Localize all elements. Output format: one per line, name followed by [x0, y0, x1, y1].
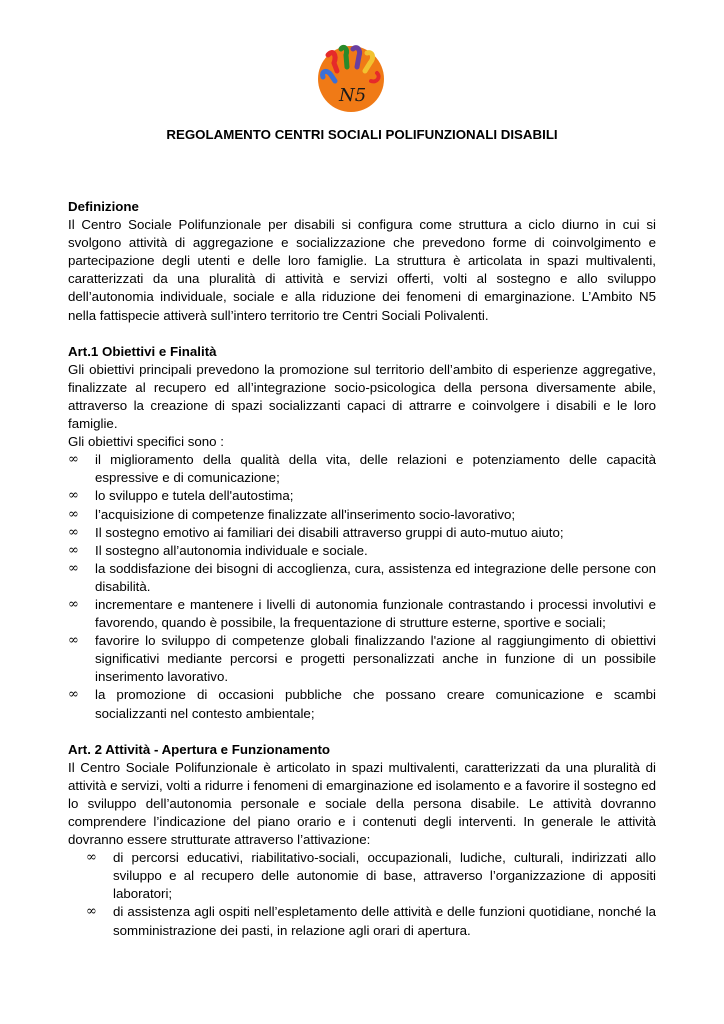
section-heading: Art.1 Obiettivi e Finalità [68, 343, 217, 359]
infinity-bullet-icon: ∞ [86, 850, 97, 866]
infinity-bullet-icon: ∞ [68, 542, 79, 558]
infinity-bullet-icon: ∞ [68, 596, 79, 612]
section-art1 [68, 343, 656, 723]
document-title: REGOLAMENTO CENTRI SOCIALI POLIFUNZIONALI DISABILI [166, 127, 558, 142]
section-art2 [68, 741, 656, 940]
infinity-bullet-icon: ∞ [68, 452, 79, 468]
list-item: ∞ la promozione di occasioni pubbliche che possano creare comunicazione e scambi socializzanti nel contesto ambientale; [68, 687, 656, 721]
section-text: Il Centro Sociale Polifunzionale per disabili si configura come struttura a ciclo diurno in cui si svolgono attività di aggregazione e socializzazione che prevedono forme di coinvolgimento e partecipazione degli utenti e delle loro famiglie. La struttura è articolata in spazi multivalenti, caratterizzati da una pluralità di attività e servizi offerti, volti al sostegno e allo sviluppo dell’autonomia individuale, sociale e alla riduzione dei fenomeni di emarginazione. L’Ambito N5 nella fattispecie attiverà sull’intero territorio tre Centri Sociali Polivalenti. [68, 217, 656, 323]
list-item: ∞ il miglioramento della qualità della vita, delle relazioni e potenziamento delle capacità espressive e di comunicazione; [68, 452, 656, 486]
infinity-bullet-icon: ∞ [68, 506, 79, 522]
list-item: ∞ di percorsi educativi, riabilitativo-sociali, occupazionali, ludiche, culturali, indirizzati allo sviluppo e al recupero delle autonomie di base, attraverso l’organizzazione di appositi laboratori; [86, 850, 656, 902]
list-item: ∞ favorire lo sviluppo di competenze globali finalizzando l'azione al raggiungimento di obiettivi significativi mediante percorsi e progetti personalizzati anche in funzione di un possibile inserimento lavorativo. [68, 633, 656, 685]
list-item: ∞ lo sviluppo e tutela dell'autostima; [68, 487, 656, 505]
list-item: ∞ Il sostegno all’autonomia individuale e sociale. [68, 542, 656, 560]
infinity-bullet-icon: ∞ [68, 524, 79, 540]
document-body [68, 198, 656, 940]
list-item: ∞ la soddisfazione dei bisogni di accoglienza, cura, assistenza ed integrazione delle persone con disabilità. [68, 560, 656, 594]
activities-list [68, 849, 656, 939]
section-definizione [68, 198, 656, 325]
objectives-list [68, 451, 656, 722]
list-item: ∞ Il sostegno emotivo ai familiari dei disabili attraverso gruppi di auto-mutuo aiuto; [68, 524, 656, 542]
section-text: Il Centro Sociale Polifunzionale è articolato in spazi multivalenti, caratterizzati da una pluralità di attività e servizi, volti a ridurre i fenomeni di emarginazione ed isolamento e a favorire il sostegno ed lo sviluppo dell’autonomia personale e sociale della persona disabile. Le attività dovranno comprendere l’indicazione del piano orario e i contenuti degli interventi. In generale le attività dovranno essere strutturate attraverso l’attivazione: [68, 759, 656, 848]
section-heading: Art. 2 Attività - Apertura e Funzionamento [68, 741, 331, 757]
infinity-bullet-icon: ∞ [68, 560, 79, 576]
infinity-bullet-icon: ∞ [68, 687, 79, 703]
infinity-bullet-icon: ∞ [68, 633, 79, 649]
list-intro: Gli obiettivi specifici sono : [68, 434, 224, 450]
section-text: Gli obiettivi principali prevedono la promozione sul territorio dell’ambito di esperienze aggregative, finalizzate al recupero ed all’integrazione socio-psicologica della persona diversamente abile, attraverso la creazione di spazi socializzanti capaci di attrarre e coinvolgere i disabili e le loro famiglie. [68, 361, 656, 432]
infinity-bullet-icon: ∞ [68, 488, 79, 504]
list-item: ∞ di assistenza agli ospiti nell’espletamento delle attività e delle funzioni quotidiane, nonché la somministrazione dei pasti, in relazione agli orari di apertura. [86, 904, 656, 938]
section-heading: Definizione [68, 199, 139, 214]
ambito-n5-logo [317, 43, 385, 115]
list-item: ∞ l’acquisizione di competenze finalizzate all'inserimento socio-lavorativo; [68, 506, 656, 524]
logo-label: N5 [339, 85, 367, 106]
infinity-bullet-icon: ∞ [86, 904, 97, 920]
list-item: ∞ incrementare e mantenere i livelli di autonomia funzionale contrastando i processi involutivi e favorendo, quando è possibile, la frequentazione di strutture esterne, sportive e sociali; [68, 596, 656, 631]
